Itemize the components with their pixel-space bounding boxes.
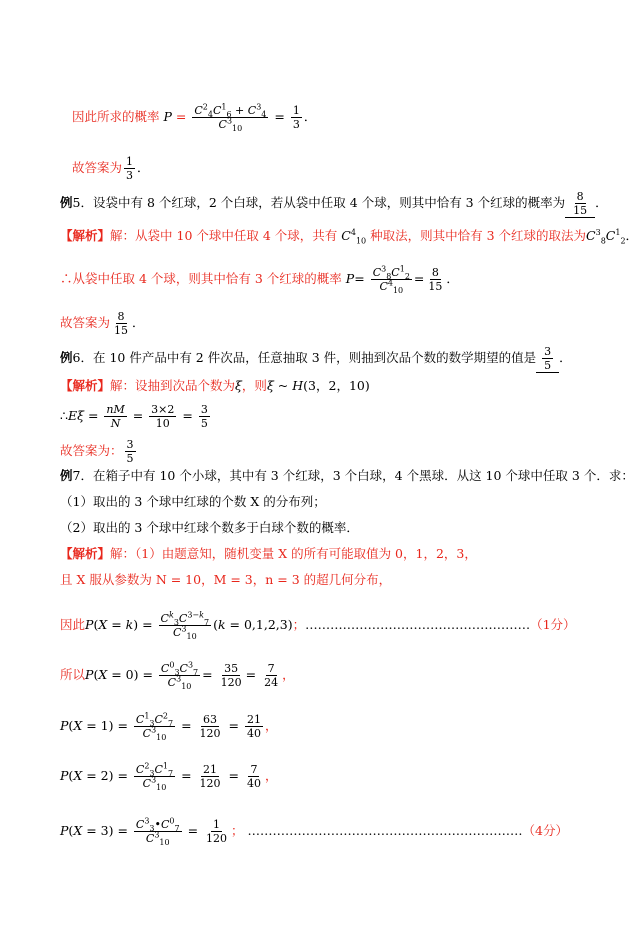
line-answer-1: 故答案为 $\frac{1}{3}$ ． (72, 155, 150, 182)
example-7-solution-1: 【解析】解：（1）由题意知，随机变量 X 的所有可能取值为 0，1，2，3， (60, 546, 477, 561)
example-6-question: 例6．在 10 件产品中有 2 件次品，任意抽取 3 件，则抽到次品个数的数学期望的值是 $\frac{3}{5}$ ． (60, 345, 572, 372)
example-5-solution-2: ∴从袋中任取 4 个球，则其中恰有 3 个红球的概率 P= $\frac{C^3_8C^1_2}{C^4_{10}}$ = $\frac{8}{15}$ ． (60, 264, 459, 296)
example-6-solution-2: ∴Eξ = $\frac{nM}{N}$ = $\frac{3\times 2}{10}$ = $\frac{3}{5}$ (60, 403, 208, 430)
line-probability-result: 因此所求的概率 P = $\frac{C^2_4C^1_6 + C^3_4}{C^3_{10}}$ = $\frac{1}{3}$ ． (72, 102, 317, 134)
example-5-solution-1: 【解析】解：从袋中 10 个球中任取 4 个球，共有 $C^4_{10}$ 种取法，则其中恰有 3 个红球的取法为$C^3_8C^1_2$． (60, 227, 639, 246)
example-6-solution-1: 【解析】解：设抽到次品个数为ξ，则ξ ~ H(3，2，10) (60, 378, 370, 393)
example-7-p1: P(X = 1) = $\frac{C^1_3C^2_7}{C^3_{10}}$ = $\frac{63}{120}$ = $\frac{21}{40}$ ， (60, 711, 278, 743)
example-6-answer: 故答案为： $\frac{3}{5}$ (60, 438, 134, 465)
example-7-p0: 所以P(X = 0) = $\frac{C^0_3C^3_7}{C^3_{10}}$ = $\frac{35}{120}$ = $\frac{7}{24}$ ， (60, 660, 295, 692)
example-5-answer: 故答案为 $\frac{8}{15}$ ． (60, 310, 145, 337)
example-7-p2: P(X = 2) = $\frac{C^2_3C^1_7}{C^3_{10}}$ = $\frac{21}{120}$ = $\frac{7}{40}$ ， (60, 761, 278, 793)
example-7-question: 例7．在箱子中有 10 个小球，其中有 3 个红球，3 个白球，4 个黑球．从这 10 个球中任取 3 个．求： (60, 468, 634, 483)
example-7-distribution-formula: 因此P(X = k) = $\frac{C^k_3C^{3-k}_7}{C^3_{10}}$ (k = 0,1,2,3)；………………………………………………（1分） (60, 610, 576, 642)
example-7-part-1: （1）取出的 3 个球中红球的个数 X 的分布列； (60, 494, 326, 509)
example-5-question: 例5．设袋中有 8 个红球，2 个白球，若从袋中任取 4 个球，则其中恰有 3 个红球的概率为 $\frac{8}{15}$ ． (60, 190, 608, 217)
example-7-part-2: （2）取出的 3 个球中红球个数多于白球个数的概率． (60, 520, 359, 535)
example-7-solution-2: 且 X 服从参数为 N = 10，M = 3，n = 3 的超几何分布， (60, 572, 392, 587)
example-7-p3: P(X = 3) = $\frac{C^3_3•C^0_7}{C^3_{10}}$ = $\frac{1}{120}$ ； …………………………………………………………（4分） (60, 816, 568, 848)
